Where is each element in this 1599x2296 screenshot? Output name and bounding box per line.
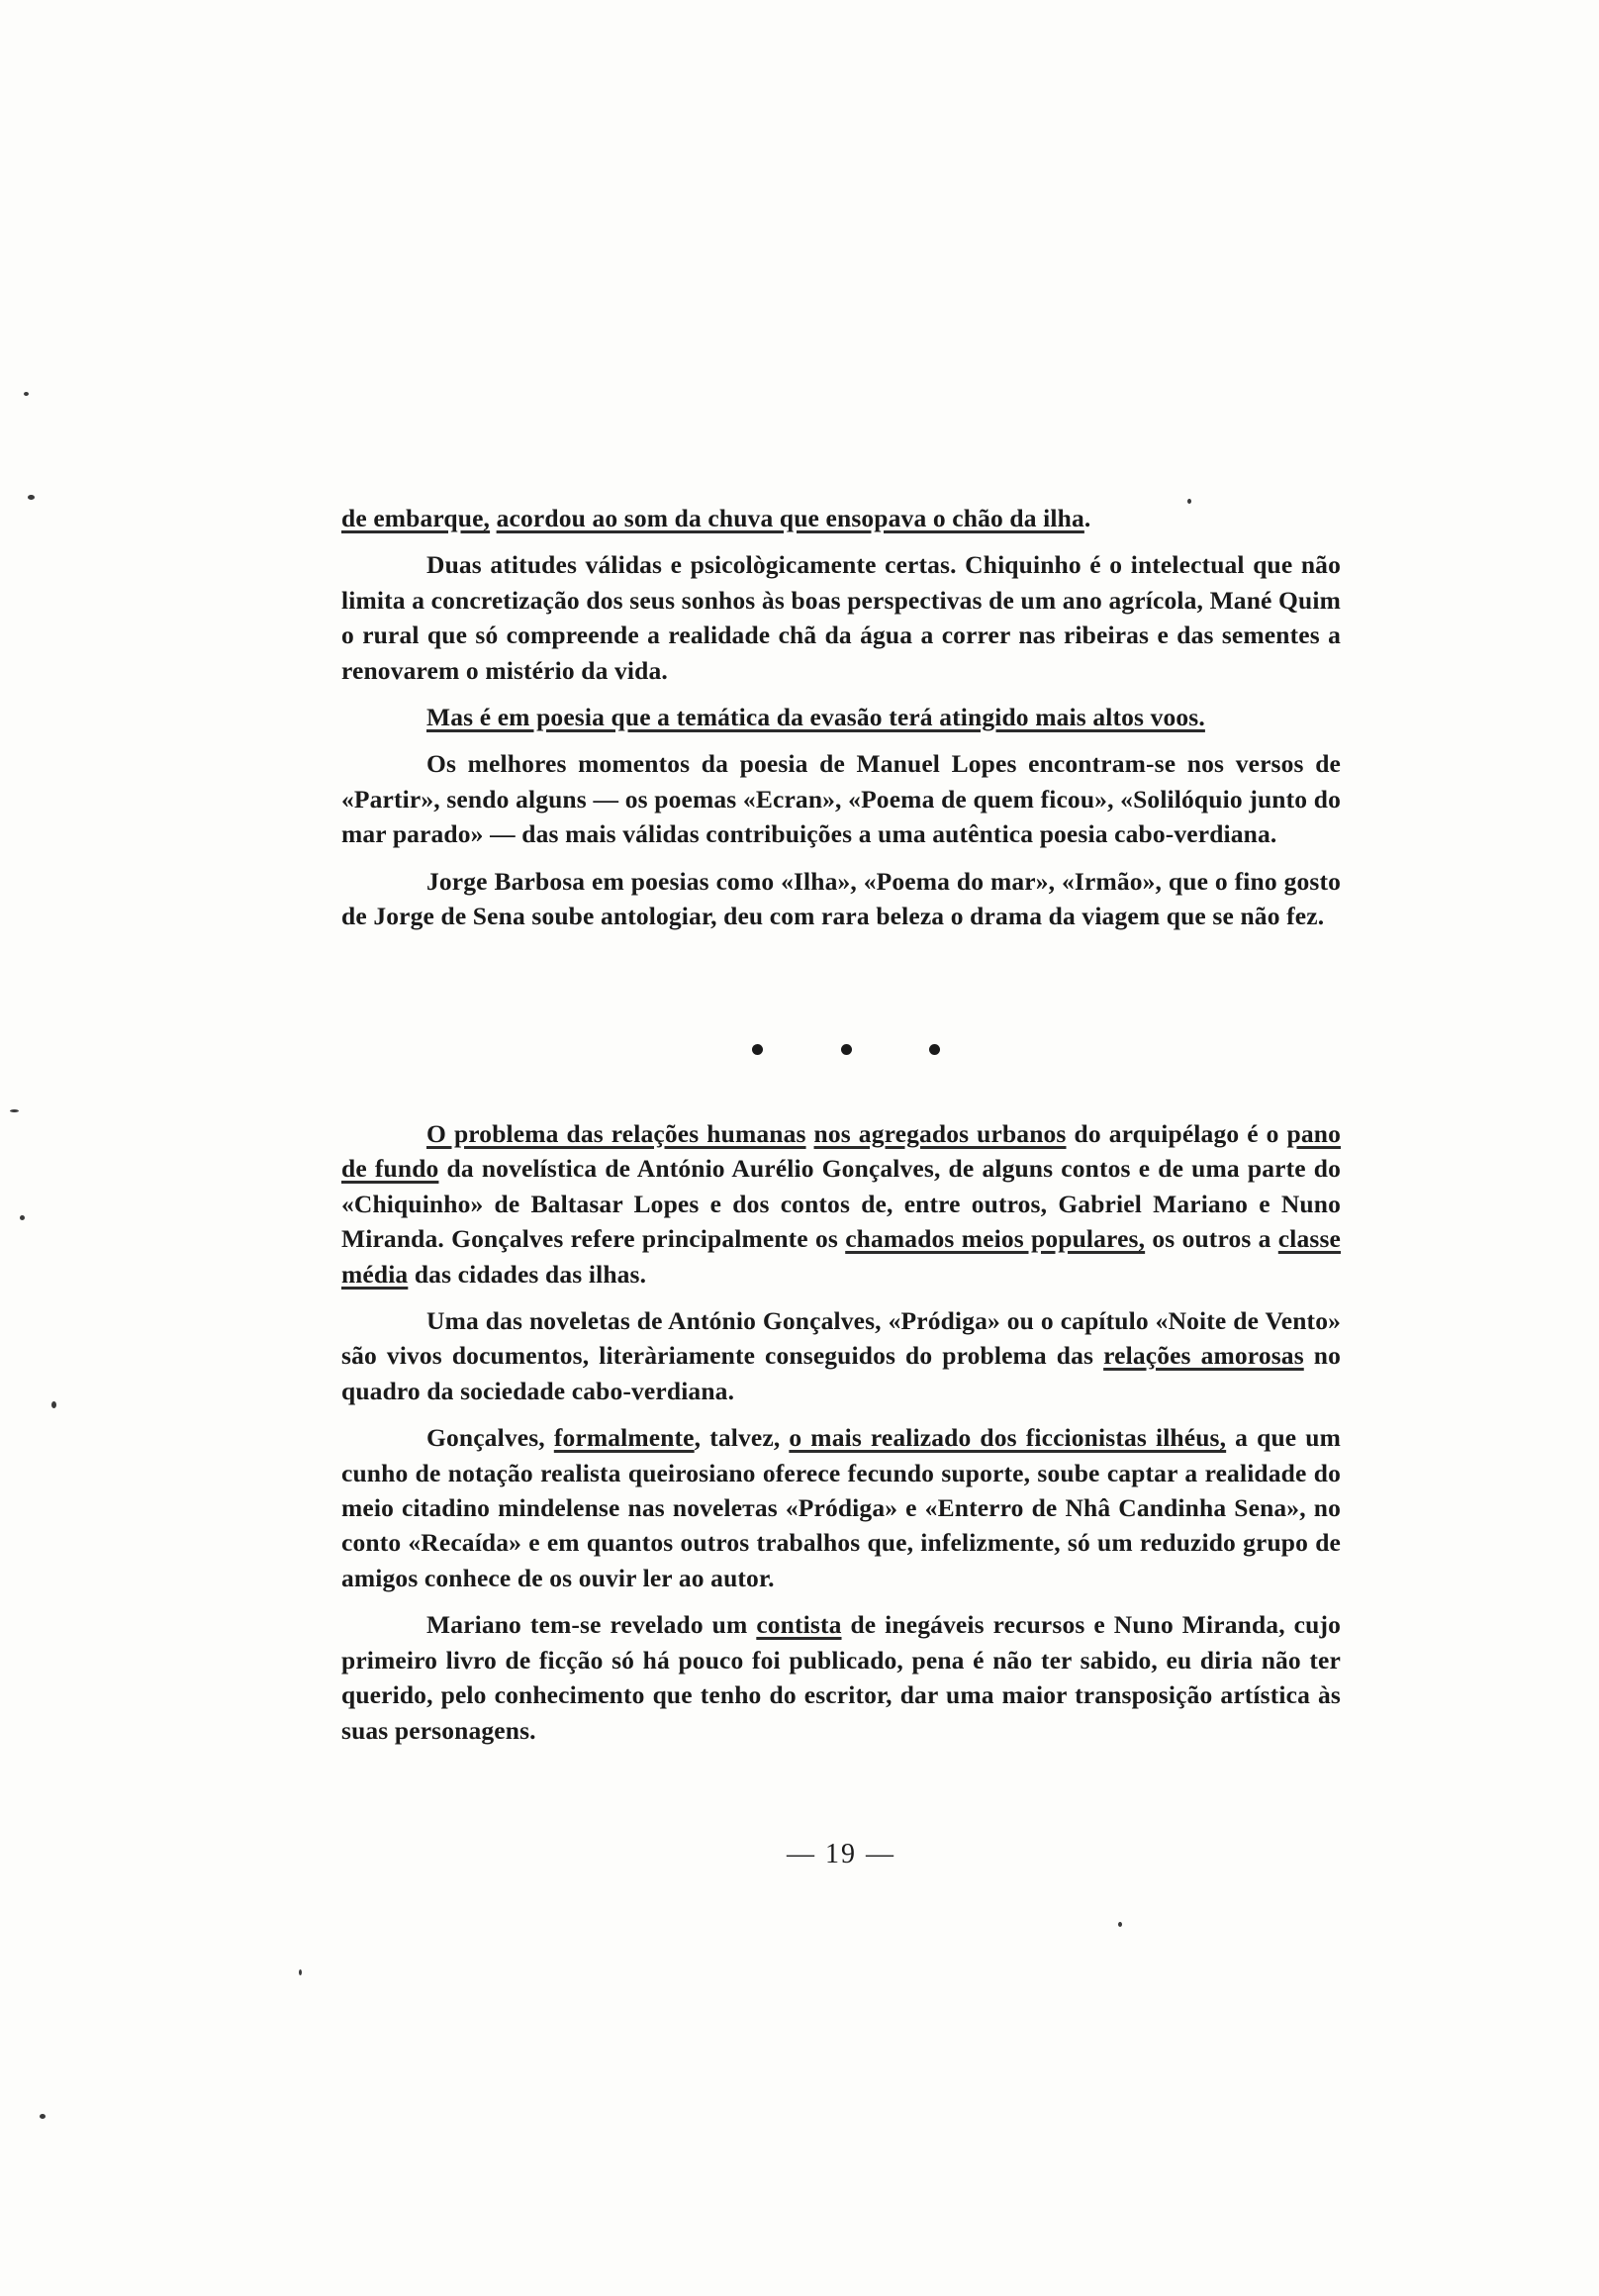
paragraph-7 — [341, 1303, 1341, 1408]
underlined-phrase: pano de fundo — [341, 1119, 1342, 1184]
paragraph-4: Os melhores momentos da poesia de Manuel Lopes encontram-se nos versos de «Partir», sendo alguns — os poemas «Ecran», «Poema de quem ficou», «Solilóquio junto do mar parado» — das mais válidas contribuições a uma autêntica poesia cabo-verdiana. — [341, 749, 1341, 849]
text-block-top — [341, 501, 1341, 945]
paragraph-5: Jorge Barbosa em poesias como «Ilha», «Poema do mar», «Irmão», que o fino gosto de Jorge de Sena soube antologiar, deu com rara beleza o drama da viagem que se não fez. — [341, 866, 1341, 931]
scan-speck — [51, 1401, 56, 1408]
text-run: no quadro da sociedade cabo-verdiana. — [341, 1341, 1341, 1405]
separator-dot — [841, 1044, 852, 1055]
paragraph-2: Duas atitudes válidas e psicològicamente certas. Chiquinho é o intelectual que não limita a concretização dos seus sonhos às boas perspectivas de um ano agrícola, Mané Quim o rural que só compreende a realidade chã da água a correr nas ribeiras e das sementes a renovarem o mistério da vida. — [341, 550, 1341, 685]
text-run: Uma das noveletas de António Gonçalves, «Pródiga» ou o capítulo «Noite de Vento» são vivos documentos, literàriamente conseguidos do problema das — [341, 1306, 1341, 1371]
text-run: os outros a — [1145, 1224, 1278, 1254]
paragraph-3 — [341, 700, 1341, 734]
scan-speck — [28, 495, 35, 500]
text-run: Gonçalves, — [426, 1423, 554, 1453]
underlined-phrase: de embarque, — [341, 504, 491, 532]
underlined-phrase: O problema das relações humanas — [426, 1119, 806, 1148]
underlined-phrase: nos agregados urbanos — [813, 1119, 1067, 1148]
underlined-phrase: formalmente — [553, 1423, 695, 1453]
text-run: , talvez, — [694, 1423, 790, 1453]
underlined-phrase: acordou ao som da chuva que ensopava o chão da ilha — [496, 504, 1084, 532]
paragraph-9 — [341, 1607, 1341, 1748]
text-run: a que um cunho de notação realista queirosiano oferece fecundo suporte, soube captar a realidade do meio citadino mindelense nas novelетas «Pródiga» e «Enterro de Nhâ Candinha Sena», no conto «Recaída» e em quantos outros trabalhos que, infelizmente, só um reduzido grupo de amigos conhece de os ouvir ler ao autor. — [341, 1423, 1341, 1592]
underlined-phrase: o mais realizado dos ficcionistas ilhéus, — [789, 1423, 1227, 1453]
scan-speck — [24, 392, 29, 396]
text-run: de inegáveis recursos e Nuno Miranda, cujo primeiro livro de ficção só há pouco foi publicado, pena é não ter sabido, eu diria não ter querido, pelo conhecimento que tenho do escritor, dar uma maior transposição artística às suas personagens. — [341, 1610, 1341, 1745]
paragraph-6 — [341, 1116, 1341, 1292]
text-run — [806, 1119, 814, 1148]
text-run: . — [1083, 504, 1091, 532]
scan-speck — [20, 1215, 25, 1220]
underlined-phrase: contista — [756, 1610, 842, 1640]
underlined-phrase: classe média — [341, 1224, 1342, 1289]
text-block-bottom — [341, 1116, 1341, 1760]
page-number: — 19 — — [787, 1839, 895, 1869]
text-run: Mariano tem-se revelado um — [426, 1610, 757, 1640]
text-run: das cidades das ilhas. — [408, 1259, 647, 1289]
scan-speck — [40, 2114, 46, 2119]
underlined-phrase: relações amorosas — [1103, 1341, 1304, 1371]
section-separator — [752, 1037, 940, 1061]
scan-speck — [299, 1969, 302, 1975]
underlined-phrase: chamados meios populares, — [845, 1224, 1146, 1254]
separator-dot — [929, 1044, 940, 1055]
paragraph-1 — [341, 501, 1341, 535]
underlined-phrase: Mas é em poesia que a temática da evasão terá atingido mais altos voos. — [426, 703, 1205, 732]
scan-speck — [10, 1109, 19, 1112]
scan-speck — [1118, 1922, 1122, 1927]
paragraph-8 — [341, 1420, 1341, 1595]
text-run: da novelística de António Aurélio Gonçalves, de alguns contos e de uma parte do «Chiquinho» de Baltasar Lopes e dos contos de, entre outros, Gabriel Mariano e Nuno Miranda. Gonçalves refere principalmente os — [341, 1154, 1341, 1254]
separator-dot — [752, 1044, 763, 1055]
text-run: do arquipélago é o — [1066, 1119, 1287, 1148]
